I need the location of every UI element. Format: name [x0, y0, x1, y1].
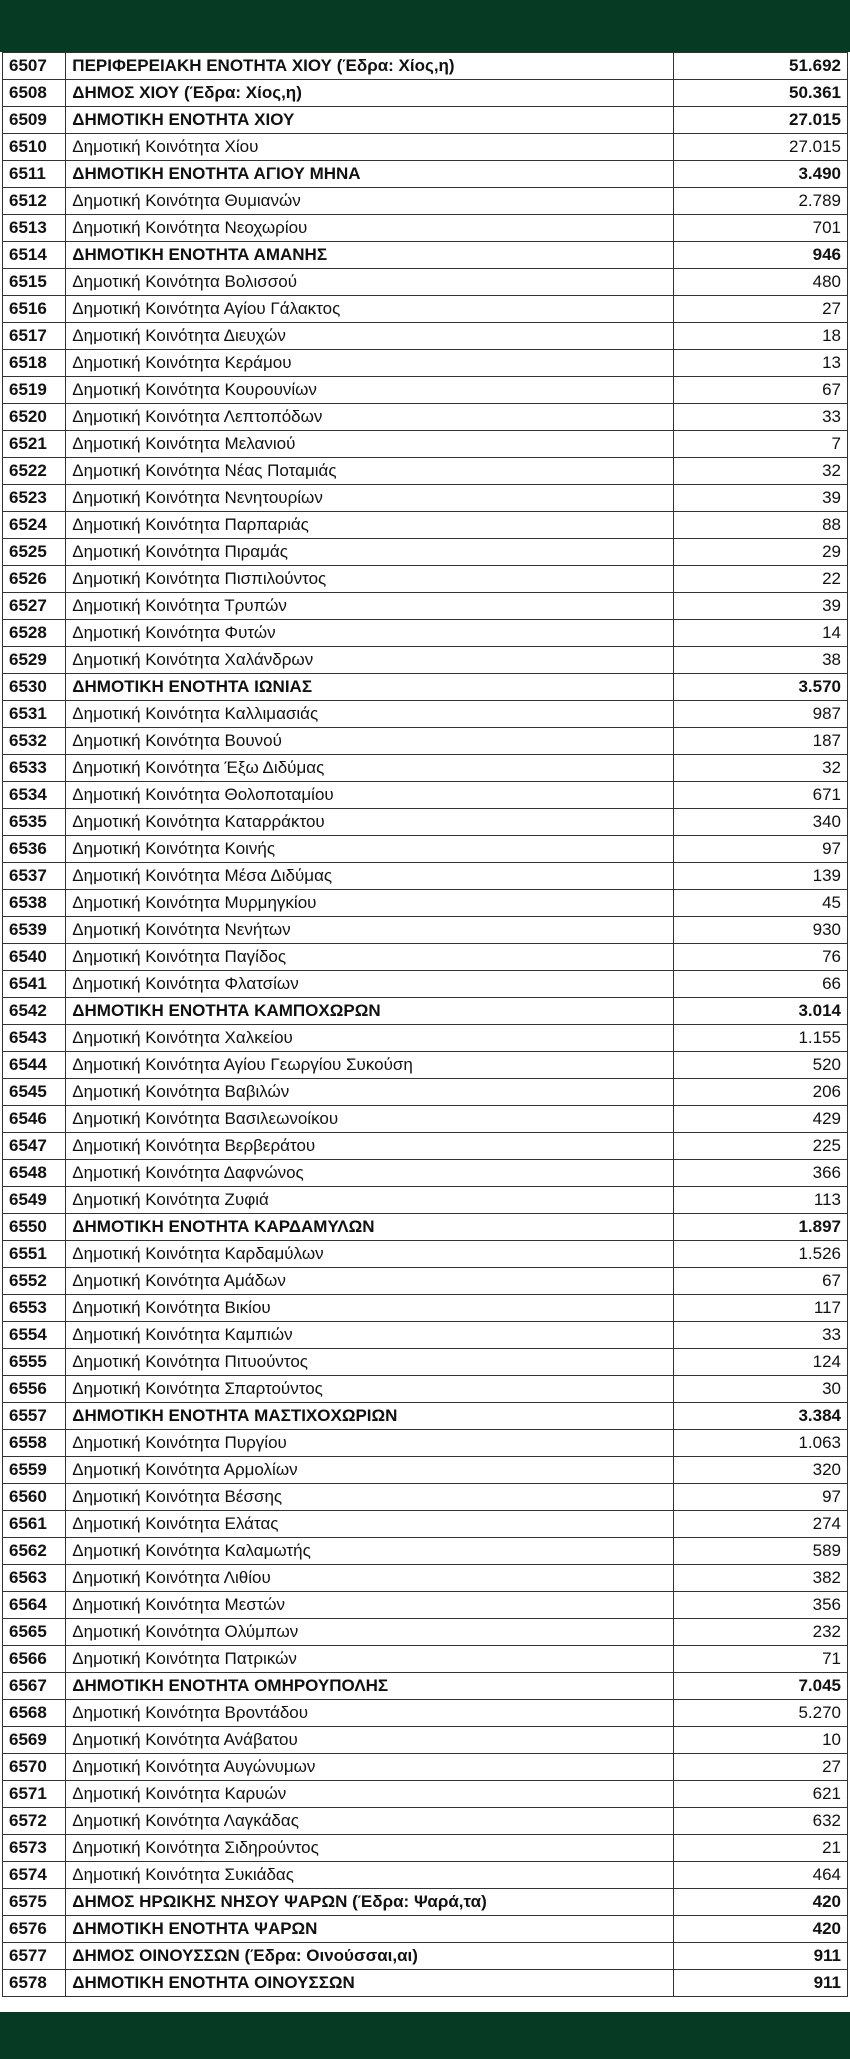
row-value: 621 [674, 1781, 848, 1808]
row-name: ΔΗΜΟΤΙΚΗ ΕΝΟΤΗΤΑ ΧΙΟΥ [66, 107, 674, 134]
row-name: Δημοτική Κοινότητα Λαγκάδας [66, 1808, 674, 1835]
row-value: 1.897 [674, 1214, 848, 1241]
row-value: 51.692 [674, 53, 848, 80]
row-name: Δημοτική Κοινότητα Καμπιών [66, 1322, 674, 1349]
row-value: 18 [674, 323, 848, 350]
row-value: 930 [674, 917, 848, 944]
row-code: 6529 [3, 647, 66, 674]
row-value: 27.015 [674, 134, 848, 161]
row-value: 27 [674, 296, 848, 323]
row-value: 71 [674, 1646, 848, 1673]
table-row [3, 1187, 848, 1214]
row-code: 6565 [3, 1619, 66, 1646]
table-row [3, 53, 848, 80]
row-code: 6567 [3, 1673, 66, 1700]
row-value: 45 [674, 890, 848, 917]
row-value: 480 [674, 269, 848, 296]
row-value: 356 [674, 1592, 848, 1619]
row-value: 3.570 [674, 674, 848, 701]
row-code: 6555 [3, 1349, 66, 1376]
row-value: 67 [674, 1268, 848, 1295]
row-name: Δημοτική Κοινότητα Ζυφιά [66, 1187, 674, 1214]
table-row [3, 296, 848, 323]
table-row [3, 1673, 848, 1700]
row-name: ΔΗΜΟΤΙΚΗ ΕΝΟΤΗΤΑ ΑΓΙΟΥ ΜΗΝΑ [66, 161, 674, 188]
row-code: 6539 [3, 917, 66, 944]
row-code: 6526 [3, 566, 66, 593]
table-row [3, 566, 848, 593]
row-value: 3.014 [674, 998, 848, 1025]
table-body [3, 53, 848, 1997]
table-row [3, 1808, 848, 1835]
row-value: 7.045 [674, 1673, 848, 1700]
row-code: 6519 [3, 377, 66, 404]
row-code: 6530 [3, 674, 66, 701]
table-row [3, 1403, 848, 1430]
row-name: ΔΗΜΟΤΙΚΗ ΕΝΟΤΗΤΑ ΚΑΜΠΟΧΩΡΩΝ [66, 998, 674, 1025]
row-code: 6523 [3, 485, 66, 512]
row-code: 6532 [3, 728, 66, 755]
row-name: Δημοτική Κοινότητα Φλατσίων [66, 971, 674, 998]
row-code: 6508 [3, 80, 66, 107]
row-code: 6552 [3, 1268, 66, 1295]
table-row [3, 1700, 848, 1727]
row-name: Δημοτική Κοινότητα Βουνού [66, 728, 674, 755]
table-row [3, 1835, 848, 1862]
row-name: Δημοτική Κοινότητα Μεστών [66, 1592, 674, 1619]
row-code: 6576 [3, 1916, 66, 1943]
row-code: 6531 [3, 701, 66, 728]
table-row [3, 620, 848, 647]
table-row [3, 404, 848, 431]
row-value: 38 [674, 647, 848, 674]
row-code: 6546 [3, 1106, 66, 1133]
row-value: 1.063 [674, 1430, 848, 1457]
table-row [3, 809, 848, 836]
table-row [3, 728, 848, 755]
row-value: 33 [674, 404, 848, 431]
row-code: 6541 [3, 971, 66, 998]
row-value: 113 [674, 1187, 848, 1214]
header-band [0, 0, 850, 52]
row-name: Δημοτική Κοινότητα Πατρικών [66, 1646, 674, 1673]
table-row [3, 161, 848, 188]
row-value: 97 [674, 1484, 848, 1511]
row-name: Δημοτική Κοινότητα Βολισσού [66, 269, 674, 296]
table-row [3, 593, 848, 620]
row-code: 6516 [3, 296, 66, 323]
row-value: 340 [674, 809, 848, 836]
row-code: 6537 [3, 863, 66, 890]
row-value: 29 [674, 539, 848, 566]
row-value: 632 [674, 1808, 848, 1835]
row-value: 987 [674, 701, 848, 728]
row-value: 66 [674, 971, 848, 998]
row-value: 50.361 [674, 80, 848, 107]
table-row [3, 323, 848, 350]
row-value: 589 [674, 1538, 848, 1565]
row-value: 520 [674, 1052, 848, 1079]
row-name: Δημοτική Κοινότητα Δαφνώνος [66, 1160, 674, 1187]
row-name: Δημοτική Κοινότητα Βροντάδου [66, 1700, 674, 1727]
row-name: ΔΗΜΟΤΙΚΗ ΕΝΟΤΗΤΑ ΟΙΝΟΥΣΣΩΝ [66, 1970, 674, 1997]
row-code: 6533 [3, 755, 66, 782]
row-value: 232 [674, 1619, 848, 1646]
row-name: Δημοτική Κοινότητα Πιτυούντος [66, 1349, 674, 1376]
row-value: 32 [674, 458, 848, 485]
row-name: ΔΗΜΟΤΙΚΗ ΕΝΟΤΗΤΑ ΙΩΝΙΑΣ [66, 674, 674, 701]
row-name: ΠΕΡΙΦΕΡΕΙΑΚΗ ΕΝΟΤΗΤΑ ΧΙΟΥ (Έδρα: Χίος,η) [66, 53, 674, 80]
row-name: Δημοτική Κοινότητα Ανάβατου [66, 1727, 674, 1754]
row-value: 3.384 [674, 1403, 848, 1430]
row-value: 33 [674, 1322, 848, 1349]
row-code: 6564 [3, 1592, 66, 1619]
row-value: 27 [674, 1754, 848, 1781]
row-code: 6527 [3, 593, 66, 620]
row-name: Δημοτική Κοινότητα Βαβιλών [66, 1079, 674, 1106]
table-row [3, 944, 848, 971]
row-code: 6569 [3, 1727, 66, 1754]
row-name: Δημοτική Κοινότητα Αμάδων [66, 1268, 674, 1295]
row-name: Δημοτική Κοινότητα Νεοχωρίου [66, 215, 674, 242]
row-value: 320 [674, 1457, 848, 1484]
row-code: 6566 [3, 1646, 66, 1673]
table-row [3, 1295, 848, 1322]
row-name: ΔΗΜΟΣ ΟΙΝΟΥΣΣΩΝ (Έδρα: Οινούσσαι,αι) [66, 1943, 674, 1970]
row-value: 117 [674, 1295, 848, 1322]
table-row [3, 1781, 848, 1808]
row-code: 6518 [3, 350, 66, 377]
row-code: 6521 [3, 431, 66, 458]
row-code: 6575 [3, 1889, 66, 1916]
row-name: Δημοτική Κοινότητα Καρυών [66, 1781, 674, 1808]
row-value: 1.526 [674, 1241, 848, 1268]
row-code: 6512 [3, 188, 66, 215]
row-code: 6559 [3, 1457, 66, 1484]
row-value: 274 [674, 1511, 848, 1538]
table-row [3, 458, 848, 485]
row-value: 27.015 [674, 107, 848, 134]
table-row [3, 674, 848, 701]
row-name: Δημοτική Κοινότητα Μέσα Διδύμας [66, 863, 674, 890]
row-code: 6535 [3, 809, 66, 836]
row-code: 6513 [3, 215, 66, 242]
row-value: 13 [674, 350, 848, 377]
table-row [3, 998, 848, 1025]
row-value: 88 [674, 512, 848, 539]
table-row [3, 107, 848, 134]
table-row [3, 755, 848, 782]
row-name: Δημοτική Κοινότητα Βέσσης [66, 1484, 674, 1511]
row-code: 6544 [3, 1052, 66, 1079]
table-row [3, 1511, 848, 1538]
footer-band [0, 2012, 850, 2059]
row-code: 6522 [3, 458, 66, 485]
row-value: 911 [674, 1970, 848, 1997]
row-value: 97 [674, 836, 848, 863]
table-row [3, 242, 848, 269]
row-name: ΔΗΜΟΤΙΚΗ ΕΝΟΤΗΤΑ ΨΑΡΩΝ [66, 1916, 674, 1943]
table-row [3, 1133, 848, 1160]
table-row [3, 1592, 848, 1619]
table-row [3, 431, 848, 458]
row-name: Δημοτική Κοινότητα Διευχών [66, 323, 674, 350]
row-code: 6542 [3, 998, 66, 1025]
table-row [3, 188, 848, 215]
row-name: Δημοτική Κοινότητα Βικίου [66, 1295, 674, 1322]
row-code: 6540 [3, 944, 66, 971]
row-name: Δημοτική Κοινότητα Λιθίου [66, 1565, 674, 1592]
table-row [3, 269, 848, 296]
table-row [3, 1349, 848, 1376]
table-row [3, 1646, 848, 1673]
table-row [3, 782, 848, 809]
row-value: 464 [674, 1862, 848, 1889]
row-value: 382 [674, 1565, 848, 1592]
row-name: Δημοτική Κοινότητα Παρπαριάς [66, 512, 674, 539]
row-value: 76 [674, 944, 848, 971]
row-code: 6509 [3, 107, 66, 134]
row-name: Δημοτική Κοινότητα Θολοποταμίου [66, 782, 674, 809]
table-row [3, 971, 848, 998]
row-name: ΔΗΜΟΤΙΚΗ ΕΝΟΤΗΤΑ ΟΜΗΡΟΥΠΟΛΗΣ [66, 1673, 674, 1700]
row-value: 701 [674, 215, 848, 242]
row-code: 6514 [3, 242, 66, 269]
row-name: Δημοτική Κοινότητα Κουρουνίων [66, 377, 674, 404]
table-row [3, 1754, 848, 1781]
row-name: Δημοτική Κοινότητα Καρδαμύλων [66, 1241, 674, 1268]
row-name: Δημοτική Κοινότητα Νέας Ποταμιάς [66, 458, 674, 485]
row-code: 6549 [3, 1187, 66, 1214]
row-code: 6570 [3, 1754, 66, 1781]
table-row [3, 1214, 848, 1241]
table-row [3, 701, 848, 728]
row-code: 6577 [3, 1943, 66, 1970]
row-name: Δημοτική Κοινότητα Τρυπών [66, 593, 674, 620]
row-name: Δημοτική Κοινότητα Αγίου Γάλακτος [66, 296, 674, 323]
row-name: Δημοτική Κοινότητα Σιδηρούντος [66, 1835, 674, 1862]
row-value: 21 [674, 1835, 848, 1862]
row-name: Δημοτική Κοινότητα Αγίου Γεωργίου Συκούση [66, 1052, 674, 1079]
row-name: Δημοτική Κοινότητα Θυμιανών [66, 188, 674, 215]
row-value: 67 [674, 377, 848, 404]
row-value: 946 [674, 242, 848, 269]
row-code: 6524 [3, 512, 66, 539]
row-name: Δημοτική Κοινότητα Ολύμπων [66, 1619, 674, 1646]
row-value: 225 [674, 1133, 848, 1160]
row-name: ΔΗΜΟΤΙΚΗ ΕΝΟΤΗΤΑ ΑΜΑΝΗΣ [66, 242, 674, 269]
table-row [3, 1970, 848, 1997]
row-name: Δημοτική Κοινότητα Νενητουρίων [66, 485, 674, 512]
row-name: ΔΗΜΟΤΙΚΗ ΕΝΟΤΗΤΑ ΜΑΣΤΙΧΟΧΩΡΙΩΝ [66, 1403, 674, 1430]
row-code: 6536 [3, 836, 66, 863]
row-code: 6545 [3, 1079, 66, 1106]
table-row [3, 1862, 848, 1889]
row-code: 6572 [3, 1808, 66, 1835]
row-code: 6558 [3, 1430, 66, 1457]
row-code: 6560 [3, 1484, 66, 1511]
row-code: 6515 [3, 269, 66, 296]
table-row [3, 1322, 848, 1349]
row-name: Δημοτική Κοινότητα Φυτών [66, 620, 674, 647]
row-name: Δημοτική Κοινότητα Καταρράκτου [66, 809, 674, 836]
row-code: 6556 [3, 1376, 66, 1403]
row-value: 5.270 [674, 1700, 848, 1727]
table-row [3, 1160, 848, 1187]
row-value: 366 [674, 1160, 848, 1187]
table-row [3, 1727, 848, 1754]
table-row [3, 1484, 848, 1511]
row-name: Δημοτική Κοινότητα Ελάτας [66, 1511, 674, 1538]
row-code: 6507 [3, 53, 66, 80]
row-code: 6543 [3, 1025, 66, 1052]
table-row [3, 215, 848, 242]
table-row [3, 134, 848, 161]
table-row [3, 80, 848, 107]
row-code: 6562 [3, 1538, 66, 1565]
row-code: 6573 [3, 1835, 66, 1862]
row-name: Δημοτική Κοινότητα Αυγώνυμων [66, 1754, 674, 1781]
row-value: 14 [674, 620, 848, 647]
row-code: 6557 [3, 1403, 66, 1430]
row-value: 32 [674, 755, 848, 782]
row-code: 6571 [3, 1781, 66, 1808]
table-row [3, 1943, 848, 1970]
row-value: 139 [674, 863, 848, 890]
row-name: Δημοτική Κοινότητα Έξω Διδύμας [66, 755, 674, 782]
row-name: Δημοτική Κοινότητα Πιραμάς [66, 539, 674, 566]
row-name: ΔΗΜΟΣ ΧΙΟΥ (Έδρα: Χίος,η) [66, 80, 674, 107]
row-name: Δημοτική Κοινότητα Παγίδος [66, 944, 674, 971]
row-code: 6563 [3, 1565, 66, 1592]
row-name: Δημοτική Κοινότητα Μελανιού [66, 431, 674, 458]
table-row [3, 1376, 848, 1403]
table-row [3, 1916, 848, 1943]
row-code: 6548 [3, 1160, 66, 1187]
table-row [3, 890, 848, 917]
table-row [3, 350, 848, 377]
table-row [3, 539, 848, 566]
table-row [3, 917, 848, 944]
row-value: 420 [674, 1889, 848, 1916]
row-code: 6510 [3, 134, 66, 161]
table-row [3, 1079, 848, 1106]
row-code: 6568 [3, 1700, 66, 1727]
table-row [3, 1052, 848, 1079]
row-code: 6561 [3, 1511, 66, 1538]
document-page [2, 52, 848, 1997]
table-row [3, 863, 848, 890]
table-row [3, 1106, 848, 1133]
row-value: 10 [674, 1727, 848, 1754]
population-table [2, 52, 848, 1997]
row-value: 1.155 [674, 1025, 848, 1052]
table-row [3, 1268, 848, 1295]
row-code: 6528 [3, 620, 66, 647]
table-row [3, 1025, 848, 1052]
row-value: 3.490 [674, 161, 848, 188]
row-name: Δημοτική Κοινότητα Χίου [66, 134, 674, 161]
table-row [3, 1457, 848, 1484]
row-code: 6538 [3, 890, 66, 917]
row-name: ΔΗΜΟΣ ΗΡΩΙΚΗΣ ΝΗΣΟΥ ΨΑΡΩΝ (Έδρα: Ψαρά,τα) [66, 1889, 674, 1916]
row-code: 6525 [3, 539, 66, 566]
row-value: 7 [674, 431, 848, 458]
row-value: 206 [674, 1079, 848, 1106]
row-name: Δημοτική Κοινότητα Πυργίου [66, 1430, 674, 1457]
row-code: 6553 [3, 1295, 66, 1322]
row-name: Δημοτική Κοινότητα Αρμολίων [66, 1457, 674, 1484]
row-name: Δημοτική Κοινότητα Βασιλεωνοίκου [66, 1106, 674, 1133]
row-value: 30 [674, 1376, 848, 1403]
table-row [3, 1619, 848, 1646]
table-row [3, 1565, 848, 1592]
row-code: 6578 [3, 1970, 66, 1997]
row-code: 6534 [3, 782, 66, 809]
table-row [3, 836, 848, 863]
row-name: Δημοτική Κοινότητα Μυρμηγκίου [66, 890, 674, 917]
row-code: 6511 [3, 161, 66, 188]
row-name: Δημοτική Κοινότητα Πισπιλούντος [66, 566, 674, 593]
row-value: 671 [674, 782, 848, 809]
table-row [3, 377, 848, 404]
table-row [3, 647, 848, 674]
row-code: 6550 [3, 1214, 66, 1241]
table-row [3, 485, 848, 512]
row-name: Δημοτική Κοινότητα Χαλκείου [66, 1025, 674, 1052]
table-row [3, 1889, 848, 1916]
row-name: ΔΗΜΟΤΙΚΗ ΕΝΟΤΗΤΑ ΚΑΡΔΑΜΥΛΩΝ [66, 1214, 674, 1241]
row-name: Δημοτική Κοινότητα Συκιάδας [66, 1862, 674, 1889]
row-code: 6551 [3, 1241, 66, 1268]
table-row [3, 1241, 848, 1268]
row-code: 6517 [3, 323, 66, 350]
row-name: Δημοτική Κοινότητα Καλαμωτής [66, 1538, 674, 1565]
row-code: 6574 [3, 1862, 66, 1889]
row-name: Δημοτική Κοινότητα Λεπτοπόδων [66, 404, 674, 431]
row-value: 911 [674, 1943, 848, 1970]
row-value: 2.789 [674, 188, 848, 215]
row-value: 420 [674, 1916, 848, 1943]
row-value: 429 [674, 1106, 848, 1133]
row-value: 124 [674, 1349, 848, 1376]
row-name: Δημοτική Κοινότητα Κεράμου [66, 350, 674, 377]
row-name: Δημοτική Κοινότητα Καλλιμασιάς [66, 701, 674, 728]
row-name: Δημοτική Κοινότητα Σπαρτούντος [66, 1376, 674, 1403]
row-name: Δημοτική Κοινότητα Νενήτων [66, 917, 674, 944]
row-value: 39 [674, 593, 848, 620]
row-value: 187 [674, 728, 848, 755]
row-value: 22 [674, 566, 848, 593]
table-row [3, 1538, 848, 1565]
row-code: 6520 [3, 404, 66, 431]
row-name: Δημοτική Κοινότητα Βερβεράτου [66, 1133, 674, 1160]
table-row [3, 1430, 848, 1457]
row-code: 6547 [3, 1133, 66, 1160]
row-name: Δημοτική Κοινότητα Χαλάνδρων [66, 647, 674, 674]
table-row [3, 512, 848, 539]
row-value: 39 [674, 485, 848, 512]
row-code: 6554 [3, 1322, 66, 1349]
row-name: Δημοτική Κοινότητα Κοινής [66, 836, 674, 863]
